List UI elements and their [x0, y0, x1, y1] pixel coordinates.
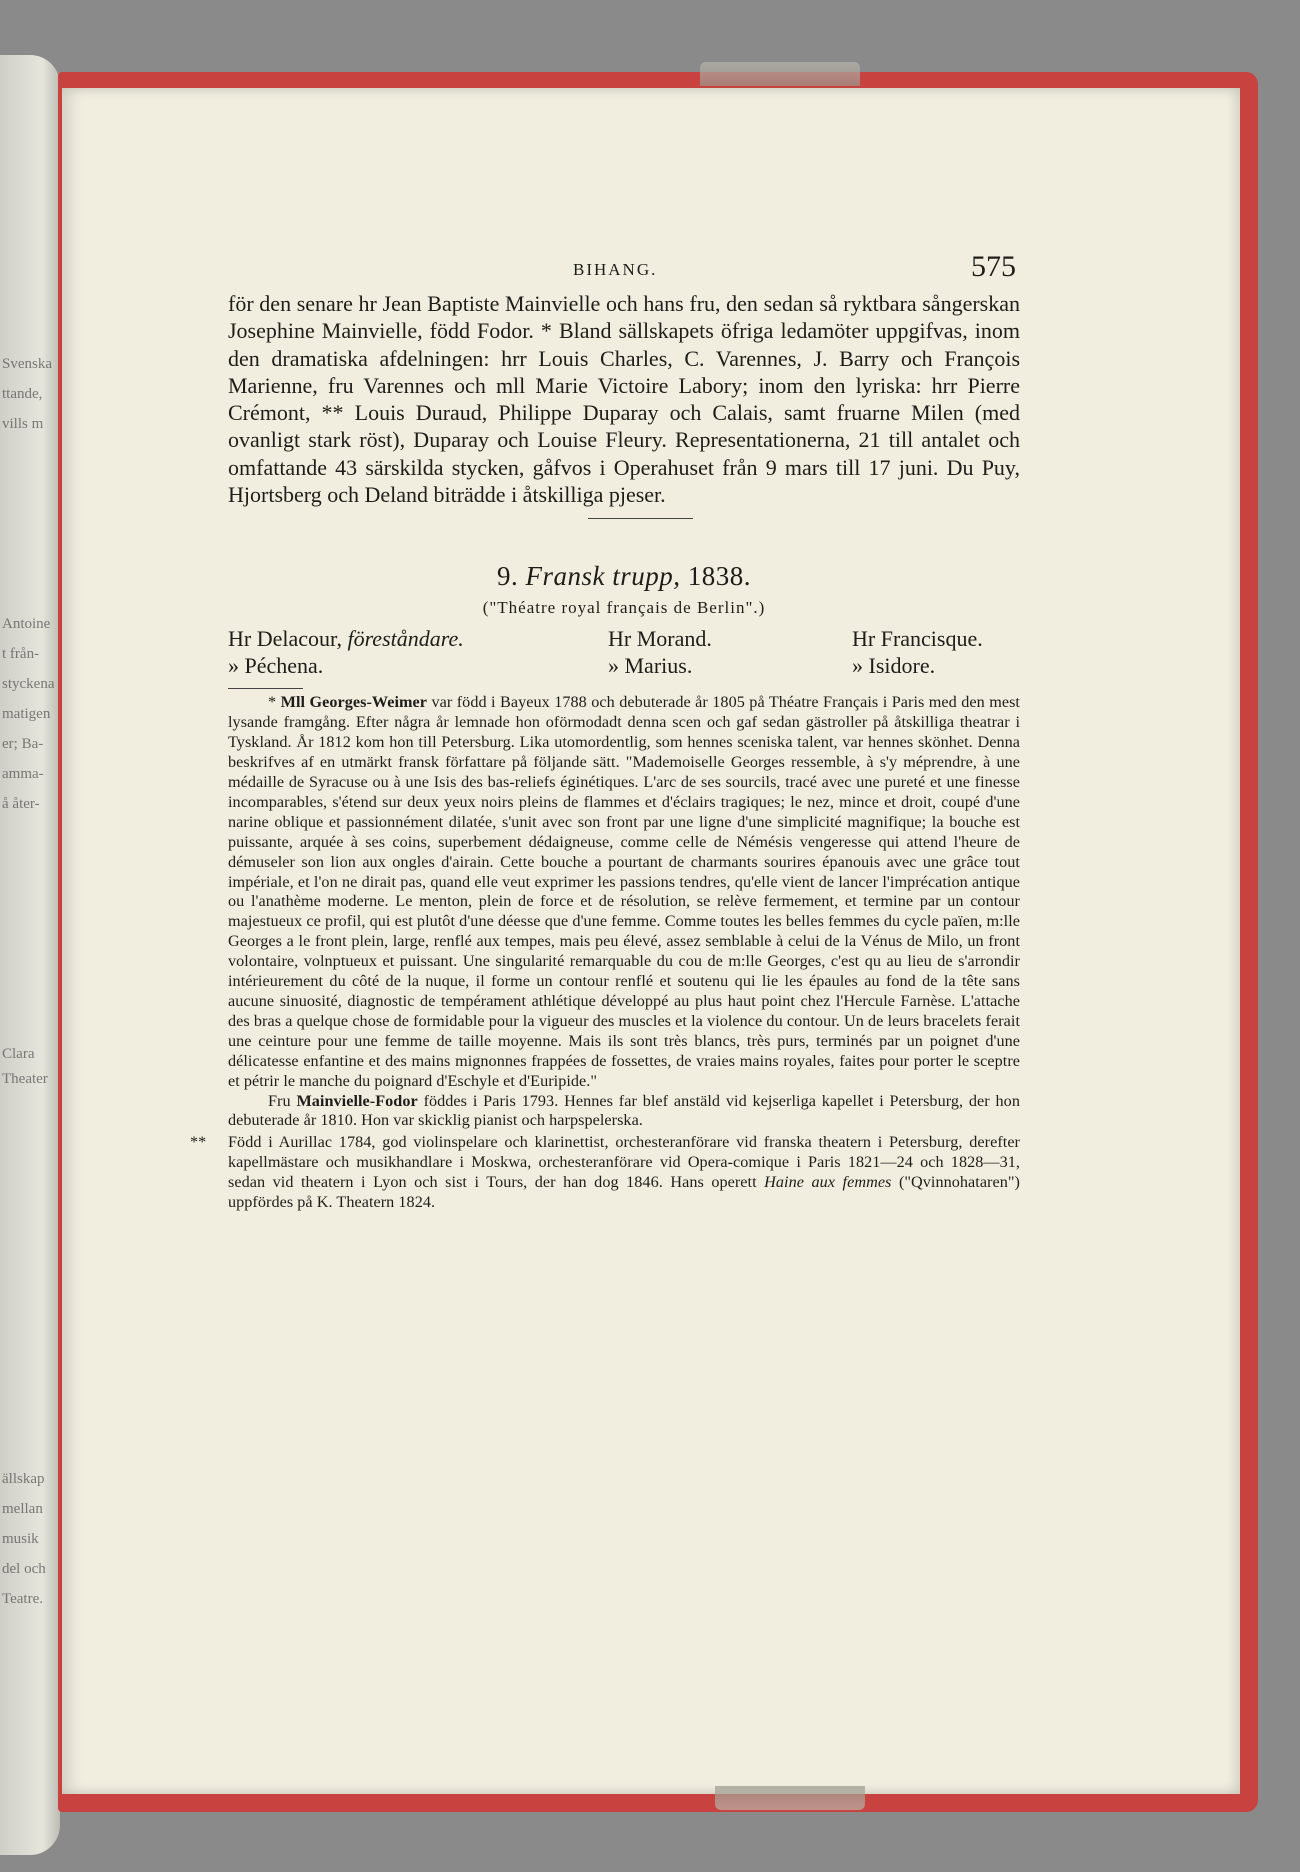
cast-row — [228, 653, 1020, 680]
footnote-1 — [228, 693, 1020, 1091]
facing-page-text: Teatre. — [2, 1591, 44, 1607]
facing-page-text: styckena — [2, 676, 54, 692]
footnote-text: Född i Aurillac 1784, god violinspelare och klarinettist, orchesteranförare vid franska theatern i Petersburg, derefter kapellmästare och musikhandlare i Moskwa, orchesteranförare vid Opera-comique i Paris 1821—24 och 1828—31, sedan vid theatern i Lyon och sist i Tours, der han dog 1846. Hans operett — [228, 1133, 1020, 1192]
cast-row — [228, 626, 1020, 653]
cast-entry: Hr Delacour, föreståndare. — [228, 626, 464, 652]
footnote-name: Mainvielle-Fodor — [296, 1091, 418, 1110]
facing-page-text: vills m — [2, 416, 44, 432]
facing-page-text: Antoine — [2, 616, 51, 632]
body-paragraph: för den senare hr Jean Baptiste Mainvielle och hans fru, den sedan så ryktbara sångerskan Josephine Mainvielle, född Fodor. * Bland sällskapets öfriga ledamöter uppgifvas, inom den dramatiska afdelningen: hrr Louis Charles, C. Varennes, J. Barry och François Marienne, fru Varennes och mll Marie Victoire Labory; inom den lyriska: hrr Pierre Crémont, ** Louis Duraud, Philippe Duparay och Calais, samt fruarne Milen (med ovanligt stark röst), Duparay och Louise Fleury. Representationerna, 21 till antalet och omfattande 43 särskilda stycken, gåfvos i Operahuset från 9 mars till 17 juni. Du Puy, Hjortsberg och Deland biträdde i åtskilliga pjeser. — [228, 291, 1020, 508]
facing-page-text: å åter- — [2, 796, 40, 812]
section-year: 1838. — [687, 561, 751, 592]
footnote-marker: ** — [190, 1133, 207, 1152]
cast-entry: » Péchena. — [228, 653, 324, 679]
footnote-text: föddes i Paris 1793. Hennes far blef anstäld vid kejserliga kapellet i Petersburg, der hon debuterade år 1810. Hon var skicklig pianist och harpspelerska. — [228, 1091, 1020, 1130]
cast-entry: Hr Francisque. — [852, 626, 983, 652]
facing-page-text: Svenska — [2, 356, 52, 372]
footnote-name: Mll Georges-Weimer — [280, 693, 428, 712]
facing-page-text: t från- — [2, 646, 40, 662]
footnote-2 — [190, 1133, 1020, 1213]
cast-list — [228, 626, 1020, 680]
section-subtitle: ("Théatre royal français de Berlin".) — [482, 598, 766, 618]
footnote-rule — [228, 688, 303, 689]
footnote-marker: * — [268, 693, 277, 712]
running-head: BIHANG. — [573, 260, 658, 279]
facing-page-text: del och — [2, 1561, 46, 1577]
facing-page-text: amma- — [2, 766, 44, 782]
facing-page-text: er; Ba- — [2, 736, 44, 752]
operetta-title: Haine aux femmes — [764, 1173, 892, 1192]
footnote-text: var född i Bayeux 1788 och debuterade år 1805 på Théatre Français i Paris med den mest lysande framgång. Efter några år lemnade hon oförmodadt denna scen och gaf sedan gästroller på åtskilliga theatrar i Tyskland. År 1812 kom hon till Petersburg. Lika utomordentlig, som hennes sceniska talent, var hennes skönhet. Denna beskrifves af en utmärkt fransk författare på följande sätt. "Mademoiselle Georges ressemble, à s'y méprendre, à une médaille de Syracuse ou à une Isis des bas-reliefs éginétiques. L'arc de ses sourcils, tracé avec une pureté et une finesse incomparables, s'étend sur deux yeux noirs pleins de flammes et d'éclairs tragiques; le nez, mince et droit, coupé d'une narine oblique et passionnément dilatée, s'unit avec son front par une ligne d'une simplicité magnifique; la bouche est puissante, arquée à ses coins, superbement dédaigneuse, comme celle de Némésis vengeresse qui attend l'heure de démuseler son lion aux ongles d'airain. Cette bouche a pourtant de charmants sourires épanouis avec une grâce tout impériale, et l'on ne dirait pas, quand elle veut exprimer les passions tendres, qu'elle vient de lancer l'imprécation antique ou l'anathème moderne. Le menton, plein de force et de résolution, se relève fermement, et termine par un contour majestueux ce profil, qui est plutôt d'une déesse que d'une femme. Comme toutes les belles femmes du cycle païen, m:lle Georges a le front plein, large, renflé aux tempes, mais peu élevé, assez semblable à celui de la Vénus de Milo, un front volontaire, volnptueux et puissant. Une singularité remarquable du cou de m:lle Georges, c'est qu au lieu de s'arrondir intérieurement du côté de la nuque, il forme un contour renflé et soutenu qui lie les épaules au fond de la tête sans aucune sinuosité, diagnostic de tempérament athlétique développé au plus haut point chez l'Hercule Farnèse. L'attache des bras a quelque chose de formidable pour la vigueur des muscles et la violence du contour. Un de leurs bracelets ferait une ceinture pour une femme de taille moyenne. Mais ils sont très blancs, très purs, terminés par un poignet d'une délicatesse enfantine et des mains mignonnes frappées de fossettes, de vraies mains royales, faites pour porter le sceptre et pétrir le manche du poignard d'Eschyle et d'Euripide." — [228, 693, 1020, 1090]
divider-rule — [588, 518, 693, 519]
section-heading — [228, 561, 1020, 592]
page-header — [228, 250, 1020, 290]
facing-page-edge — [0, 55, 60, 1855]
footnote-1-continued: Fru Mainvielle-Fodor föddes i Paris 1793. Hennes far blef anstäld vid kejserliga kapellet i Petersburg, der hon debuterade år 1810. Hon var skicklig pianist och harpspelerska. — [228, 1091, 1020, 1130]
facing-page-text: Clara — [2, 1046, 35, 1062]
facing-page-text: ttande, — [2, 386, 43, 402]
cast-entry: Hr Morand. — [608, 626, 712, 652]
cast-entry: » Marius. — [608, 653, 693, 679]
scanner-clip-bottom — [715, 1786, 865, 1810]
section-number: 9. — [497, 561, 519, 592]
page-number: 575 — [971, 250, 1016, 283]
section-title: Fransk trupp, — [525, 561, 681, 592]
page-text-block — [190, 250, 1020, 1213]
facing-page-text: ällskap — [2, 1471, 45, 1487]
cast-entry: » Isidore. — [852, 653, 936, 679]
facing-page-text: Theater — [2, 1071, 48, 1087]
facing-page-text: matigen — [2, 706, 51, 722]
scanner-clip-top — [700, 62, 860, 86]
facing-page-text: musik — [2, 1531, 39, 1547]
footnote-text: ("Qvinnohataren") uppfördes på K. Theatern 1824. — [228, 1173, 1020, 1212]
facing-page-text: mellan — [2, 1501, 43, 1517]
